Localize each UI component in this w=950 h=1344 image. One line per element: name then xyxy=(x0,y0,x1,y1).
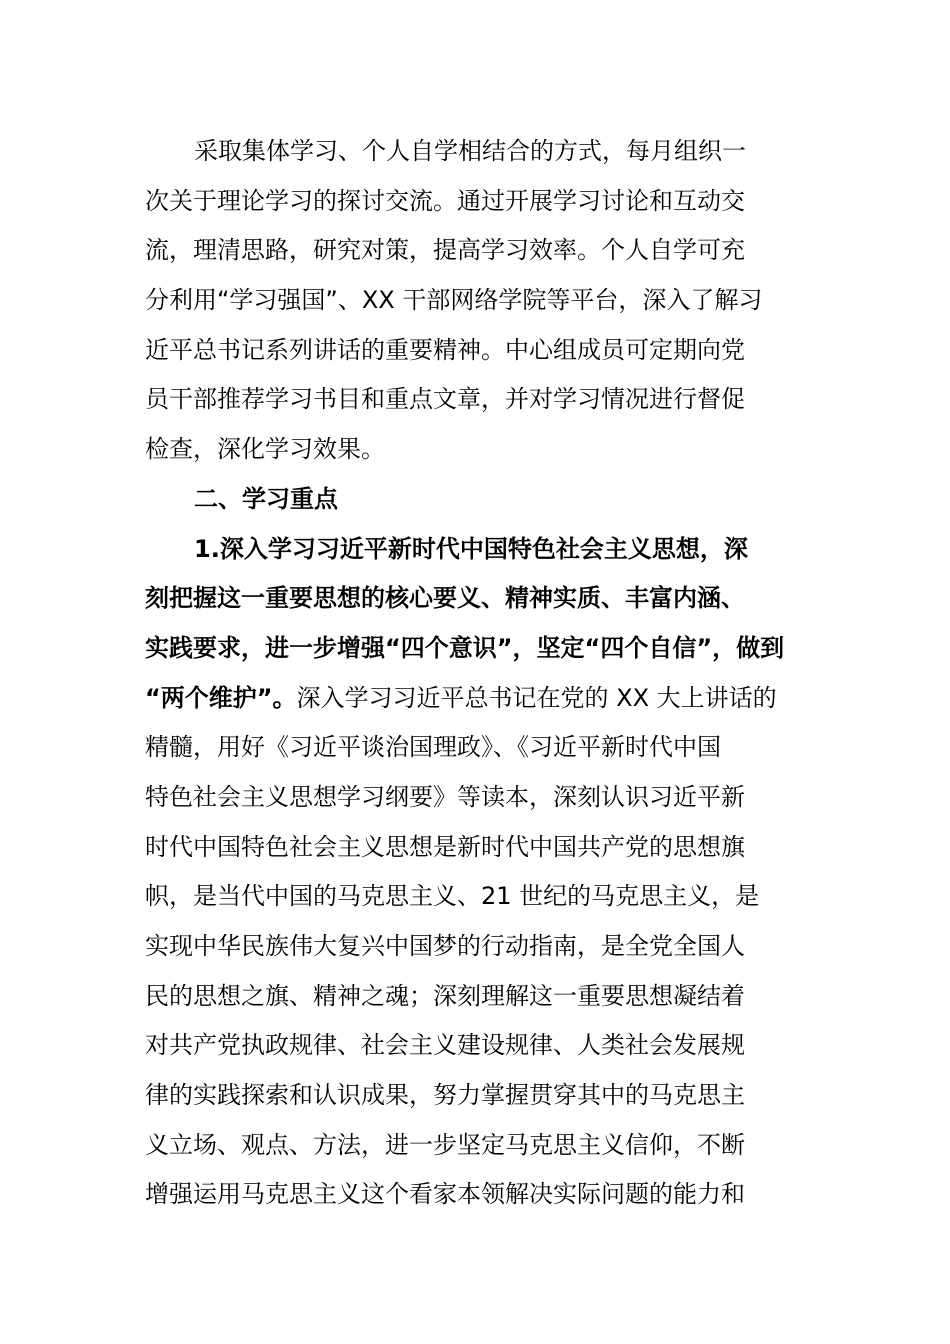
paragraph-line: 帜，是当代中国的马克思主义、21 世纪的马克思主义，是 xyxy=(145,882,760,911)
subheading-line: 实践要求，进一步增强“四个意识”，坚定“四个自信”，做到 xyxy=(145,633,785,662)
paragraph-line: 分利用“学习强国”、XX 干部网络学院等平台，深入了解习 xyxy=(145,286,763,315)
paragraph-line: 检查，深化学习效果。 xyxy=(145,435,385,464)
paragraph-line: 对共产党执政规律、社会主义建设规律、人类社会发展规 xyxy=(145,1031,745,1060)
paragraph-line: 采取集体学习、个人自学相结合的方式，每月组织一 xyxy=(194,137,746,165)
subheading-line: 1.深入学习习近平新时代中国特色社会主义思想，深 xyxy=(194,534,748,563)
paragraph-line: 民的思想之旗、精神之魂；深刻理解这一重要思想凝结着 xyxy=(145,981,745,1010)
paragraph-line: 律的实践探索和认识成果，努力掌握贯穿其中的马克思主 xyxy=(145,1081,745,1110)
paragraph-line: 时代中国特色社会主义思想是新时代中国共产党的思想旗 xyxy=(145,832,745,861)
paragraph-line: 实现中华民族伟大复兴中国梦的行动指南，是全党全国人 xyxy=(145,932,745,960)
subheading-line: 刻把握这一重要思想的核心要义、精神实质、丰富内涵、 xyxy=(145,584,745,613)
section-heading: 二、学习重点 xyxy=(194,484,338,513)
paragraph-text: 深入学习习近平总书记在党的 XX 大上讲话的 xyxy=(296,683,777,712)
paragraph-line: 近平总书记系列讲话的重要精神。中心组成员可定期向党 xyxy=(145,335,745,364)
paragraph-line: 增强运用马克思主义这个看家本领解决实际问题的能力和 xyxy=(145,1180,745,1209)
paragraph-line: 员干部推荐学习书目和重点文章，并对学习情况进行督促 xyxy=(145,385,745,414)
document-body xyxy=(145,127,795,1220)
paragraph-line: 流，理清思路，研究对策，提高学习效率。个人自学可充 xyxy=(145,236,745,265)
paragraph-line: 义立场、观点、方法，进一步坚定马克思主义信仰，不断 xyxy=(145,1130,745,1159)
paragraph-line: 次关于理论学习的探讨交流。通过开展学习讨论和互动交 xyxy=(145,186,745,215)
mixed-line xyxy=(145,674,795,724)
paragraph-line: 特色社会主义思想学习纲要》等读本，深刻认识习近平新 xyxy=(145,782,745,811)
paragraph-line: 精髓，用好《习近平谈治国理政》、《习近平新时代中国 xyxy=(145,733,721,762)
subheading-end: “两个维护”。 xyxy=(145,683,297,712)
